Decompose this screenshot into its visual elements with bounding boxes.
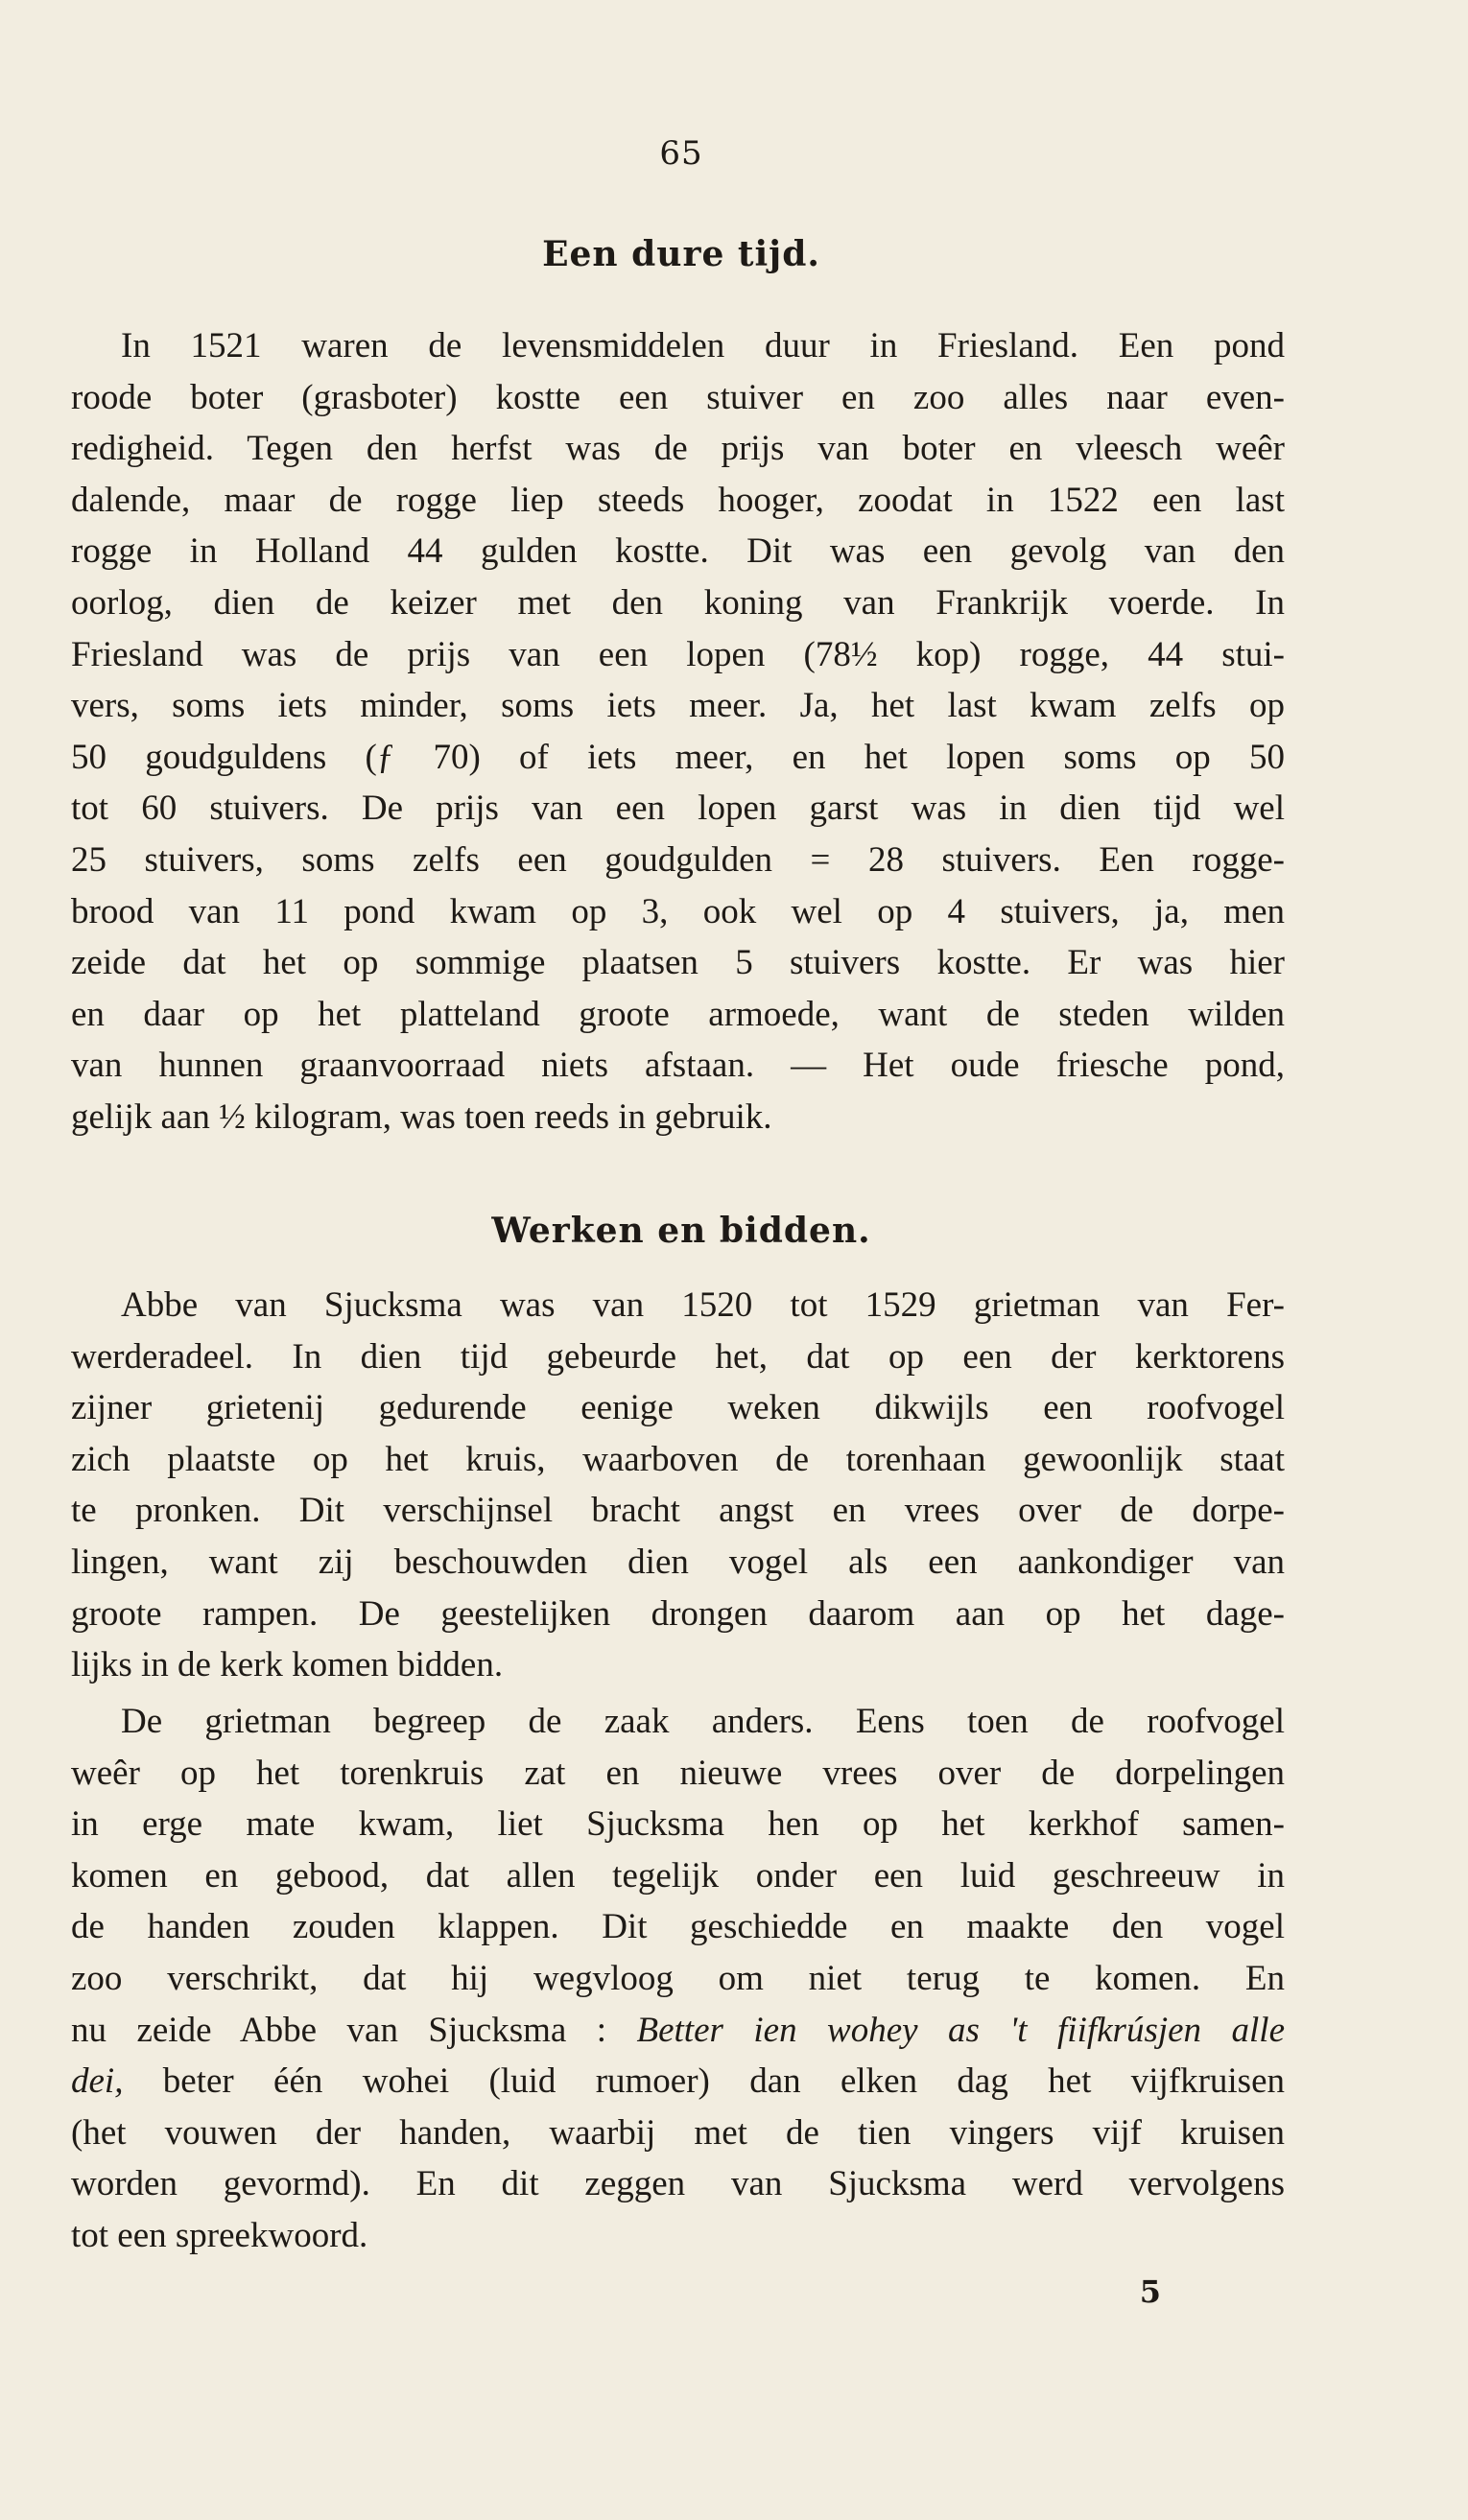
paragraph-sjucksma-intro bbox=[71, 1280, 1285, 1691]
text-line: In 1521 waren de levensmiddelen duur in Friesland. Een pond bbox=[121, 326, 1285, 365]
text-line: 50 goudguldens (ƒ 70) of iets meer, en het lopen soms op 50 bbox=[71, 737, 1285, 777]
text-line: tot een spreekwoord. bbox=[71, 2215, 368, 2255]
text-line: weêr op het torenkruis zat en nieuwe vrees over de dorpelingen bbox=[71, 1753, 1285, 1793]
text-line-with-quote bbox=[71, 2005, 1285, 2057]
text-line: komen en gebood, dat allen tegelijk onder een luid geschreeuw in bbox=[71, 1855, 1285, 1896]
text-line: 25 stuivers, soms zelfs een goudgulden = 28 stuivers. Een rogge- bbox=[71, 839, 1285, 880]
page-number: 65 bbox=[659, 134, 703, 173]
text-line: werderadeel. In dien tijd gebeurde het, dat op een der kerktorens bbox=[71, 1336, 1285, 1377]
text-line: worden gevormd). En dit zeggen van Sjucksma werd vervolgens bbox=[71, 2164, 1285, 2204]
text-line: de handen zouden klappen. Dit geschiedde en maakte den vogel bbox=[71, 1907, 1285, 1947]
text-line: roode boter (grasboter) kostte een stuiver en zoo alles naar even- bbox=[71, 377, 1285, 417]
text-line: te pronken. Dit verschijnsel bracht angst en vrees over de dorpe- bbox=[71, 1491, 1285, 1531]
paragraph-sjucksma-story bbox=[71, 1696, 1285, 2262]
text-line: gelijk aan ½ kilogram, was toen reeds in gebruik. bbox=[71, 1096, 772, 1137]
text-line: zoo verschrikt, dat hij wegvloog om niet terug te komen. En bbox=[71, 1958, 1285, 1998]
section-title-werken-en-bidden: Werken en bidden. bbox=[491, 1211, 871, 1251]
text-line: redigheid. Tegen den herfst was de prijs van boter en vleesch weêr bbox=[71, 429, 1285, 469]
text-line: tot 60 stuivers. De prijs van een lopen garst was in dien tijd wel bbox=[71, 789, 1285, 829]
text-line: lijks in de kerk komen bidden. bbox=[71, 1645, 504, 1685]
frisian-quote-end: dei, bbox=[71, 2061, 124, 2102]
text-line: groote rampen. De geestelijken drongen daarom aan op het dage- bbox=[71, 1593, 1285, 1634]
text-line: De grietman begreep de zaak anders. Eens toen de roofvogel bbox=[121, 1702, 1285, 1741]
text-line: Abbe van Sjucksma was van 1520 tot 1529 grietman van Fer- bbox=[121, 1285, 1285, 1325]
text-line: (het vouwen der handen, waarbij met de tien vingers vijf kruisen bbox=[71, 2112, 1285, 2153]
text-line: van hunnen graanvoorraad niets afstaan. — Het oude friesche pond, bbox=[71, 1046, 1285, 1086]
paragraph-dure-tijd bbox=[71, 320, 1285, 1143]
text-segment: nu zeide Abbe van Sjucksma : bbox=[71, 2010, 607, 2050]
section-title-een-dure-tijd: Een dure tijd. bbox=[542, 234, 820, 274]
signature-mark: 5 bbox=[1139, 2273, 1161, 2310]
text-line: oorlog, dien de keizer met den koning van Frankrijk voerde. In bbox=[71, 582, 1285, 623]
frisian-quote: Better ien wohey as 't fiifkrúsjen alle bbox=[636, 2010, 1286, 2050]
text-line: in erge mate kwam, liet Sjucksma hen op het kerkhof samen- bbox=[71, 1804, 1285, 1845]
text-line: Friesland was de prijs van een lopen (78½ kop) rogge, 44 stui- bbox=[71, 634, 1285, 674]
text-line: dalende, maar de rogge liep steeds hooger, zoodat in 1522 een last bbox=[71, 480, 1285, 520]
text-line: lingen, want zij beschouwden dien vogel als een aankondiger van bbox=[71, 1542, 1285, 1582]
text-line: zijner grietenij gedurende eenige weken dikwijls een roofvogel bbox=[71, 1388, 1285, 1428]
text-line: en daar op het platteland groote armoede, want de steden wilden bbox=[71, 994, 1285, 1034]
text-segment: beter één wohei (luid rumoer) dan elken dag het vijfkruisen bbox=[123, 2061, 1285, 2102]
text-line: vers, soms iets minder, soms iets meer. Ja, het last kwam zelfs op bbox=[71, 686, 1285, 726]
text-line: zich plaatste op het kruis, waarboven de torenhaan gewoonlijk staat bbox=[71, 1439, 1285, 1479]
text-line: rogge in Holland 44 gulden kostte. Dit was een gevolg van den bbox=[71, 531, 1285, 572]
text-line-with-quote bbox=[71, 2056, 1285, 2108]
text-line: zeide dat het op sommige plaatsen 5 stuivers kostte. Er was hier bbox=[71, 943, 1285, 983]
text-line: brood van 11 pond kwam op 3, ook wel op 4 stuivers, ja, men bbox=[71, 891, 1285, 931]
